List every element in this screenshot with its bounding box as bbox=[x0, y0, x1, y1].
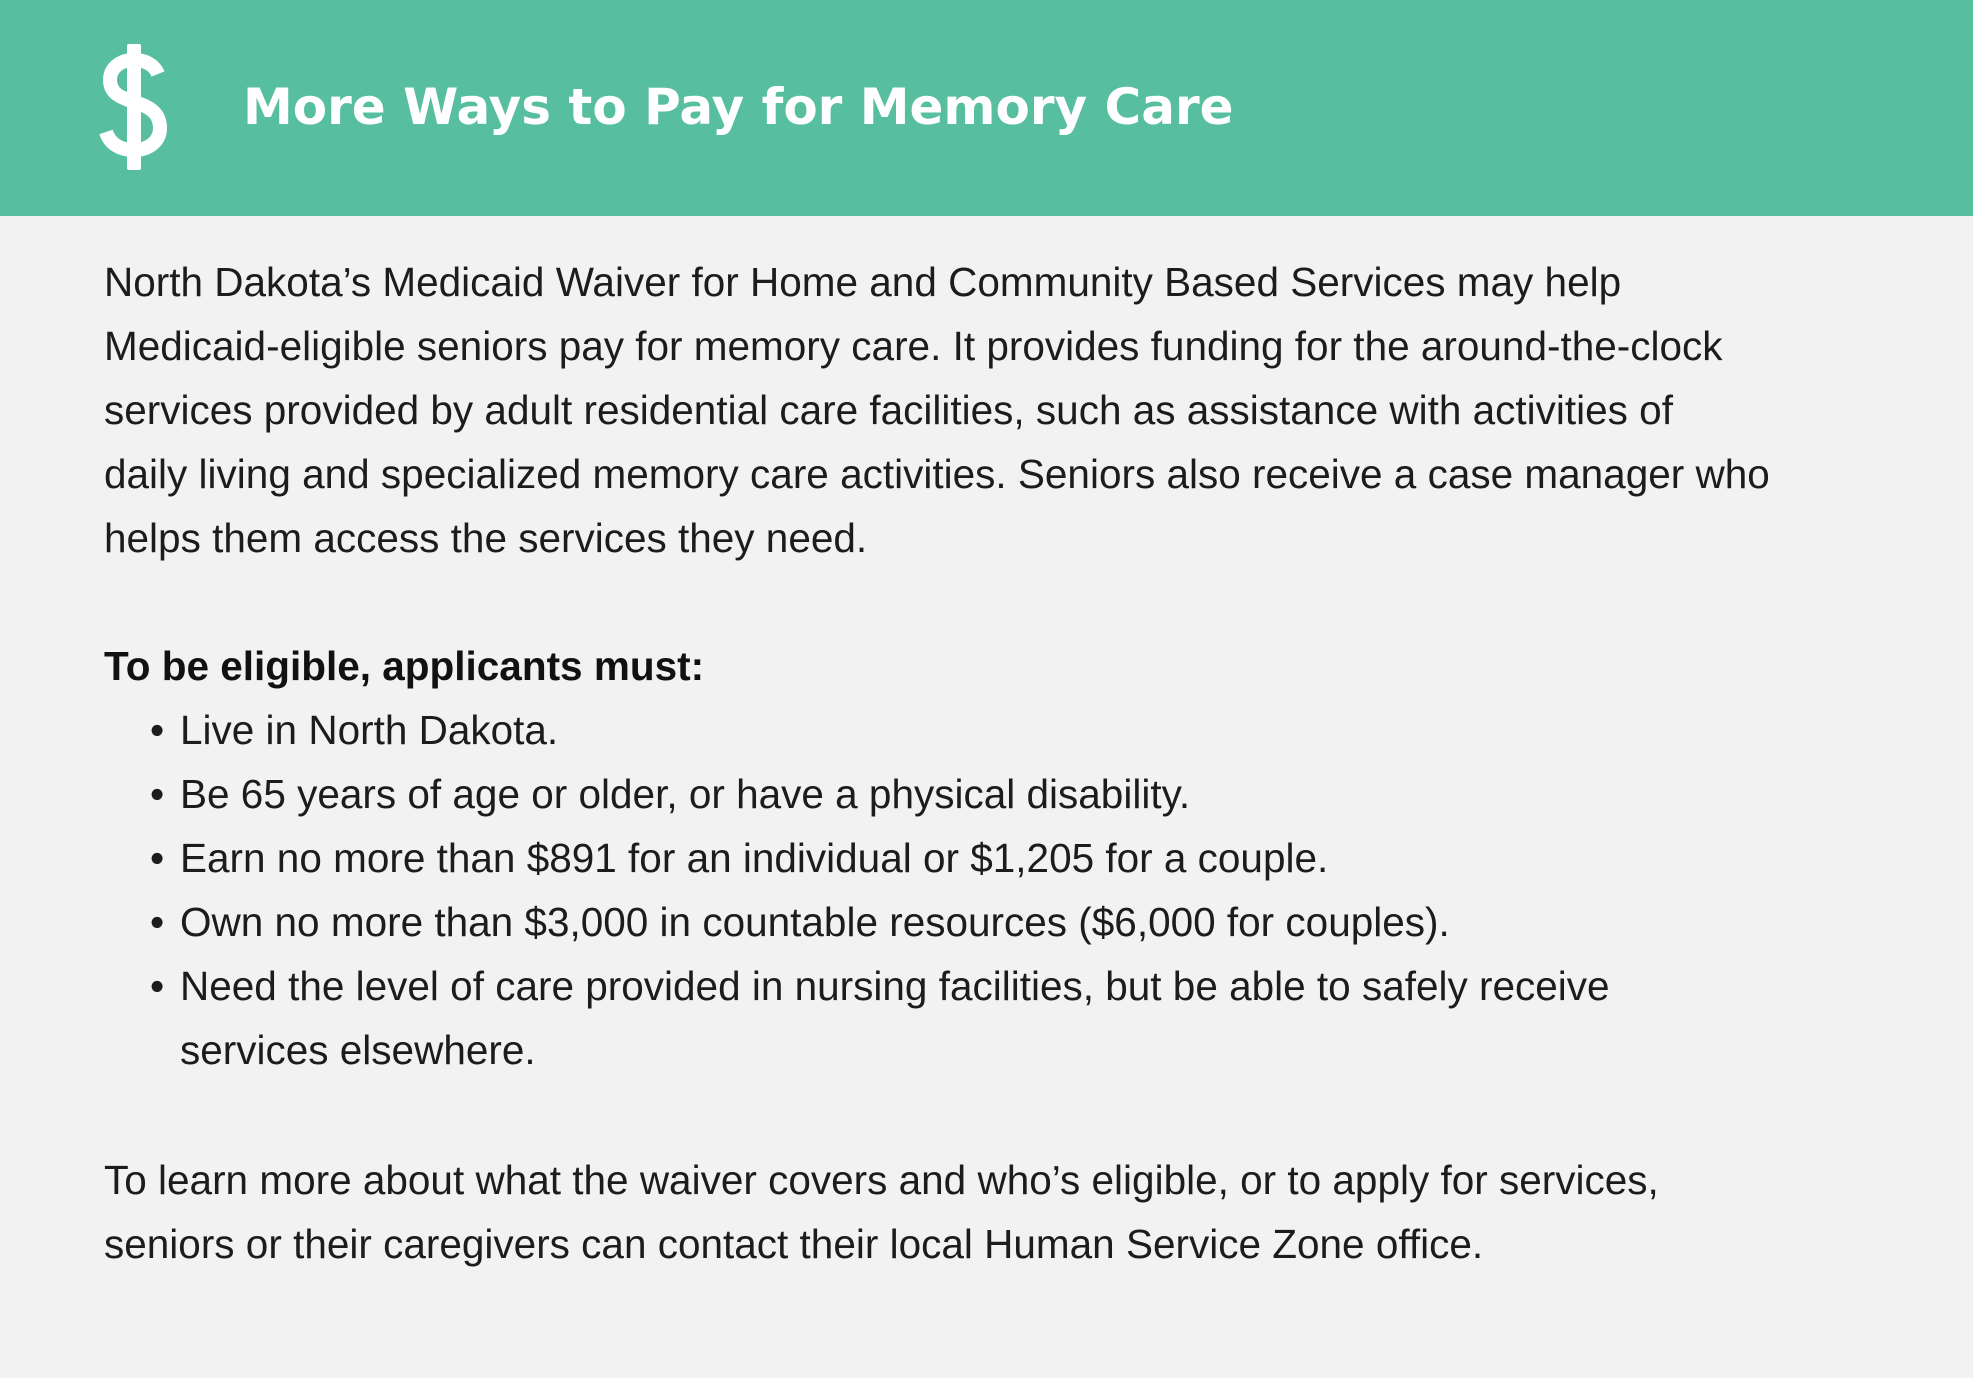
outro-line: To learn more about what the waiver covers and who’s eligible, or to apply for services, bbox=[104, 1157, 1659, 1203]
outro-line: seniors or their caregivers can contact their local Human Service Zone office. bbox=[104, 1221, 1484, 1267]
eligibility-list bbox=[104, 698, 1904, 1082]
outro-paragraph bbox=[104, 1148, 1904, 1276]
list-item-text: Earn no more than $891 for an individual or $1,205 for a couple. bbox=[180, 835, 1329, 881]
bullet-icon: • bbox=[150, 899, 165, 945]
header-banner bbox=[0, 0, 1973, 216]
list-item bbox=[150, 954, 1904, 1082]
intro-line: daily living and specialized memory care activities. Seniors also receive a case manager who bbox=[104, 451, 1770, 497]
list-item-text: Live in North Dakota. bbox=[180, 707, 559, 753]
bullet-icon: • bbox=[150, 963, 165, 1009]
list-item-text: Need the level of care provided in nursing facilities, but be able to safely receive bbox=[180, 963, 1610, 1009]
intro-line: Medicaid-eligible seniors pay for memory care. It provides funding for the around-the-clock bbox=[104, 323, 1723, 369]
list-item-text: Be 65 years of age or older, or have a physical disability. bbox=[180, 771, 1191, 817]
list-item-text: Own no more than $3,000 in countable resources ($6,000 for couples). bbox=[180, 899, 1450, 945]
article-body bbox=[104, 250, 1904, 1276]
intro-paragraph bbox=[104, 250, 1904, 570]
bullet-icon: • bbox=[150, 771, 165, 817]
bullet-icon: • bbox=[150, 835, 165, 881]
intro-line: helps them access the services they need. bbox=[104, 515, 868, 561]
dollar-icon bbox=[98, 44, 170, 170]
page-title: More Ways to Pay for Memory Care bbox=[243, 78, 1234, 136]
list-item bbox=[150, 698, 1904, 762]
intro-line: services provided by adult residential care facilities, such as assistance with activities of bbox=[104, 387, 1673, 433]
eligibility-heading: To be eligible, applicants must: bbox=[104, 643, 705, 689]
list-item bbox=[150, 826, 1904, 890]
bullet-icon: • bbox=[150, 707, 165, 753]
list-item bbox=[150, 890, 1904, 954]
list-item-text: services elsewhere. bbox=[180, 1027, 536, 1073]
intro-line: North Dakota’s Medicaid Waiver for Home and Community Based Services may help bbox=[104, 259, 1622, 305]
list-item bbox=[150, 762, 1904, 826]
